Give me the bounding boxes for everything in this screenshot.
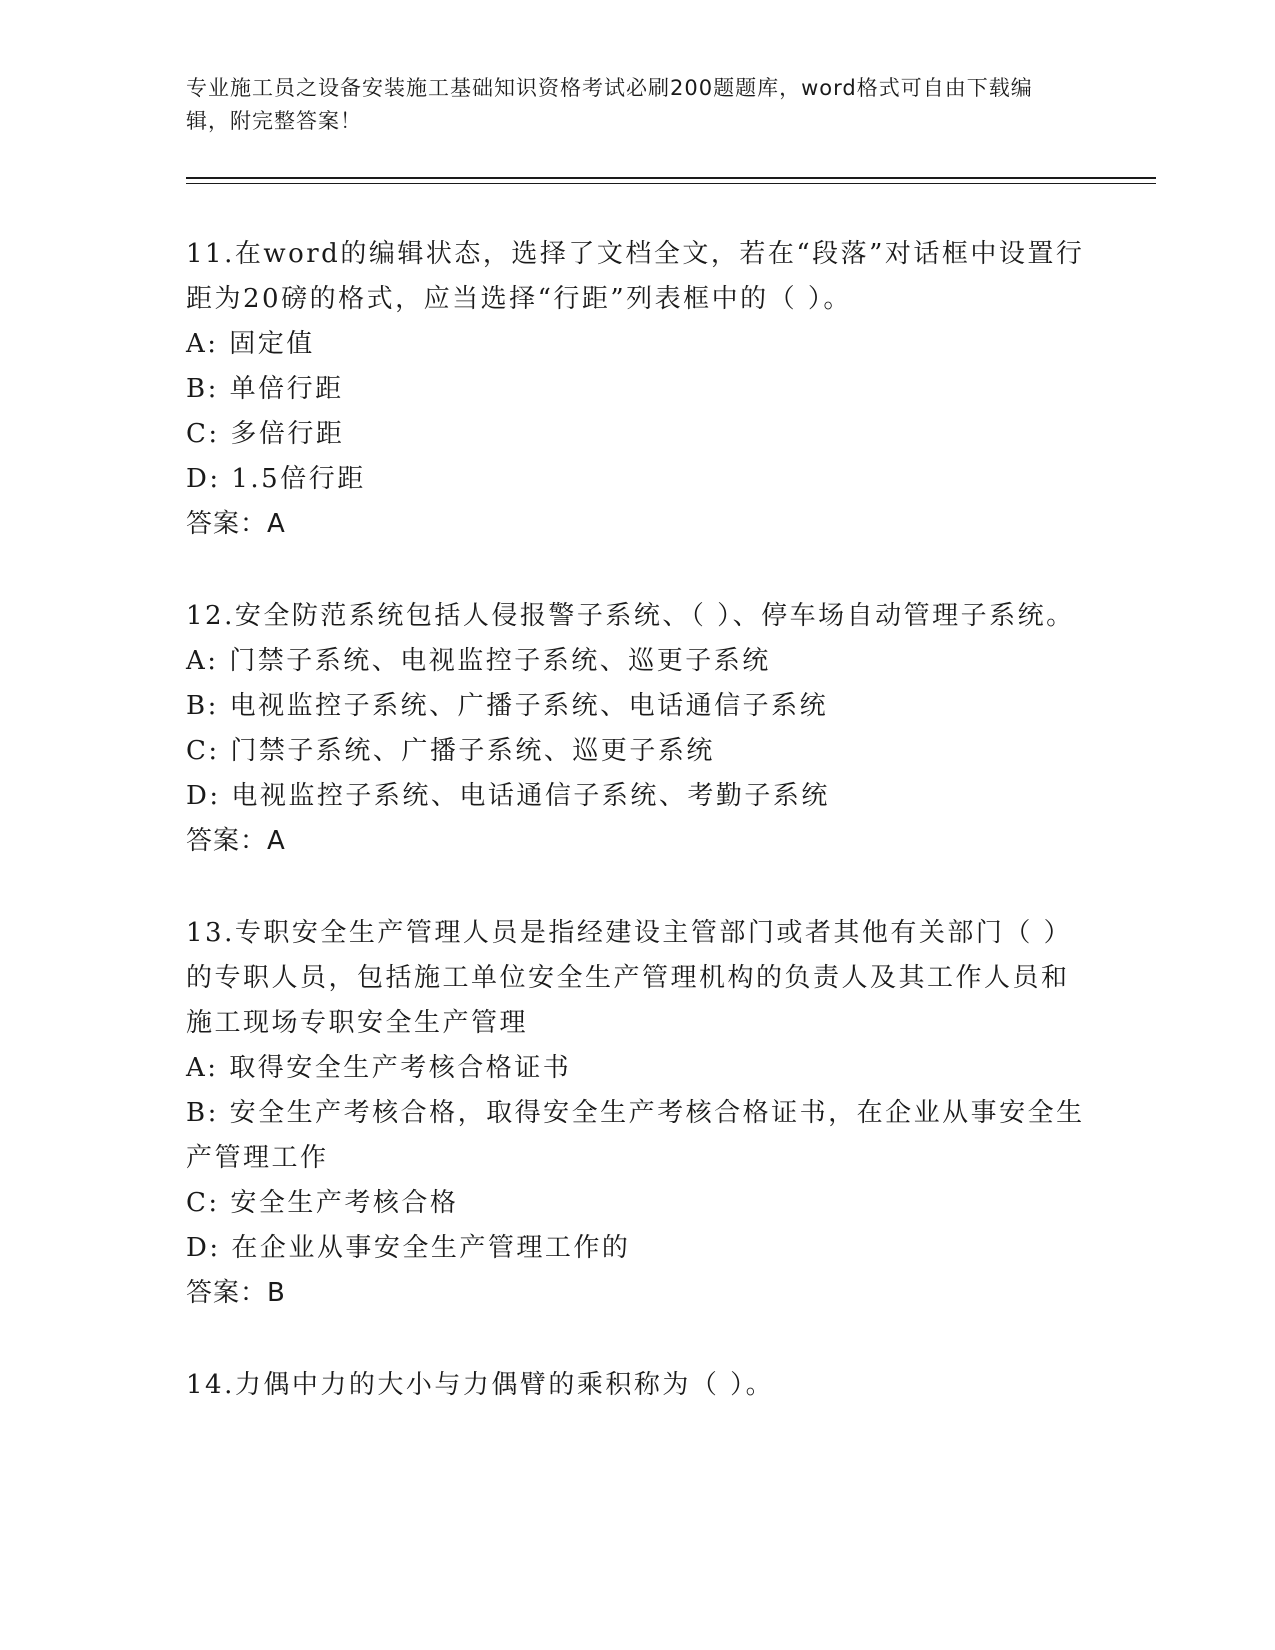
header-divider-thick [186,177,1156,179]
question-stem: 11.在word的编辑状态，选择了文档全文，若在“段落”对话框中设置行距为20磅的格式，应当选择“行距”列表框中的（ ）。 [186,239,1085,314]
header-divider-thin [186,183,1156,184]
question-list [186,232,1086,1455]
question-14 [186,1363,1086,1408]
option-c: C: 门禁子系统、广播子系统、巡更子系统 [186,736,715,766]
option-c: C: 多倍行距 [186,419,345,449]
question-11 [186,232,1086,547]
option-d: D: 1.5倍行距 [186,464,366,494]
option-c: C: 安全生产考核合格 [186,1188,459,1218]
option-b: B: 安全生产考核合格，取得安全生产考核合格证书，在企业从事安全生产管理工作 [186,1098,1085,1173]
option-b: B: 电视监控子系统、广播子系统、电话通信子系统 [186,691,829,721]
option-a: A: 门禁子系统、电视监控子系统、巡更子系统 [186,646,771,676]
question-stem: 14.力偶中力的大小与力偶臂的乘积称为（ ）。 [186,1370,775,1400]
option-d: D: 电视监控子系统、电话通信子系统、考勤子系统 [186,781,830,811]
question-stem: 12.安全防范系统包括人侵报警子系统、（ ）、停车场自动管理子系统。 [186,601,1075,631]
option-a: A: 固定值 [186,329,315,359]
answer: 答案：A [186,826,286,856]
answer: 答案：A [186,509,286,539]
option-d: D: 在企业从事安全生产管理工作的 [186,1233,631,1263]
question-13 [186,911,1086,1316]
answer: 答案：B [186,1278,286,1308]
question-stem: 13.专职安全生产管理人员是指经建设主管部门或者其他有关部门（ ）的专职人员，包括施工单位安全生产管理机构的负责人及其工作人员和施工现场专职安全生产管理 [186,918,1073,1038]
question-12 [186,594,1086,864]
option-a: A: 取得安全生产考核合格证书 [186,1053,572,1083]
option-b: B: 单倍行距 [186,374,344,404]
document-header: 专业施工员之设备安装施工基础知识资格考试必刷200题题库，word格式可自由下载编辑，附完整答案！ [186,76,1033,133]
